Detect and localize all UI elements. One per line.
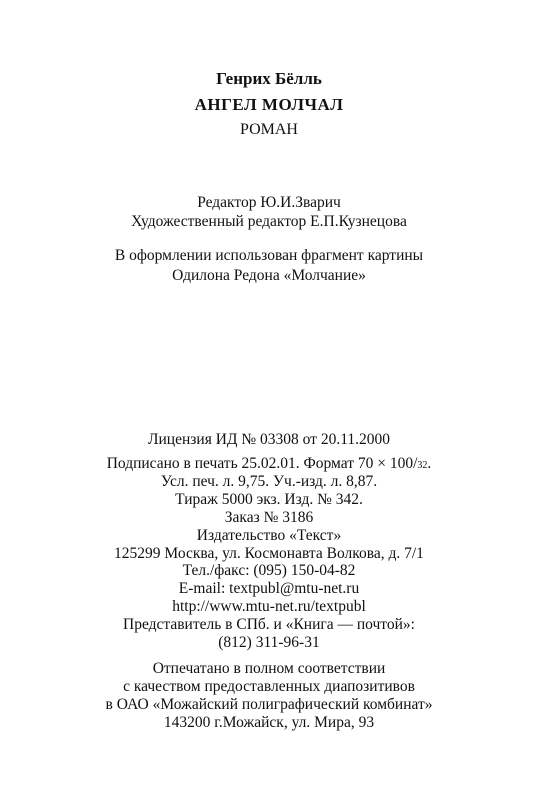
print-sheets-line: Усл. печ. л. 9,75. Уч.-изд. л. 8,87. [160, 473, 378, 490]
art-editor-credit: Художественный редактор Е.П.Кузнецова [131, 213, 407, 230]
design-note-line-1: В оформлении использован фрагмент картины [114, 247, 424, 264]
printer-line-1: Отпечатано в полном соответствии [152, 660, 386, 677]
order-line: Заказ № 3186 [224, 509, 314, 526]
publisher-email: E-mail: textpubl@mtu-net.ru [178, 580, 360, 597]
book-genre: РОМАН [240, 121, 298, 138]
printer-line-3: в ОАО «Можайский полиграфический комбинат» [105, 696, 433, 713]
design-note-line-2: Одилона Редона «Молчание» [172, 267, 366, 284]
circulation-line: Тираж 5000 экз. Изд. № 342. [175, 491, 363, 508]
printer-line-2: с качеством предоставленных диапозитивов [123, 678, 415, 695]
signed-format-line [0, 456, 538, 472]
publisher-name: Издательство «Текст» [196, 527, 342, 544]
publisher-address: 125299 Москва, ул. Космонавта Волкова, д. 7/1 [114, 545, 424, 562]
format-fraction: 32 [417, 460, 428, 471]
signed-format-end: . [427, 455, 432, 472]
signed-format-text: Подписано в печать 25.02.01. Формат 70 × 100/ [106, 455, 418, 472]
editor-credit: Редактор Ю.И.Зварич [197, 194, 341, 211]
publisher-url: http://www.mtu-net.ru/textpubl [172, 598, 366, 615]
author-name: Генрих Бёлль [216, 69, 322, 88]
spb-phone: (812) 311-96-31 [218, 634, 320, 651]
publisher-phone: Тел./факс: (095) 150-04-82 [182, 562, 356, 579]
printer-line-4: 143200 г.Можайск, ул. Мира, 93 [163, 714, 375, 731]
book-title: АНГЕЛ МОЛЧАЛ [194, 95, 344, 114]
spb-representative: Представитель в СПб. и «Книга — почтой»: [123, 616, 415, 633]
license-line: Лицензия ИД № 03308 от 20.11.2000 [148, 431, 390, 448]
